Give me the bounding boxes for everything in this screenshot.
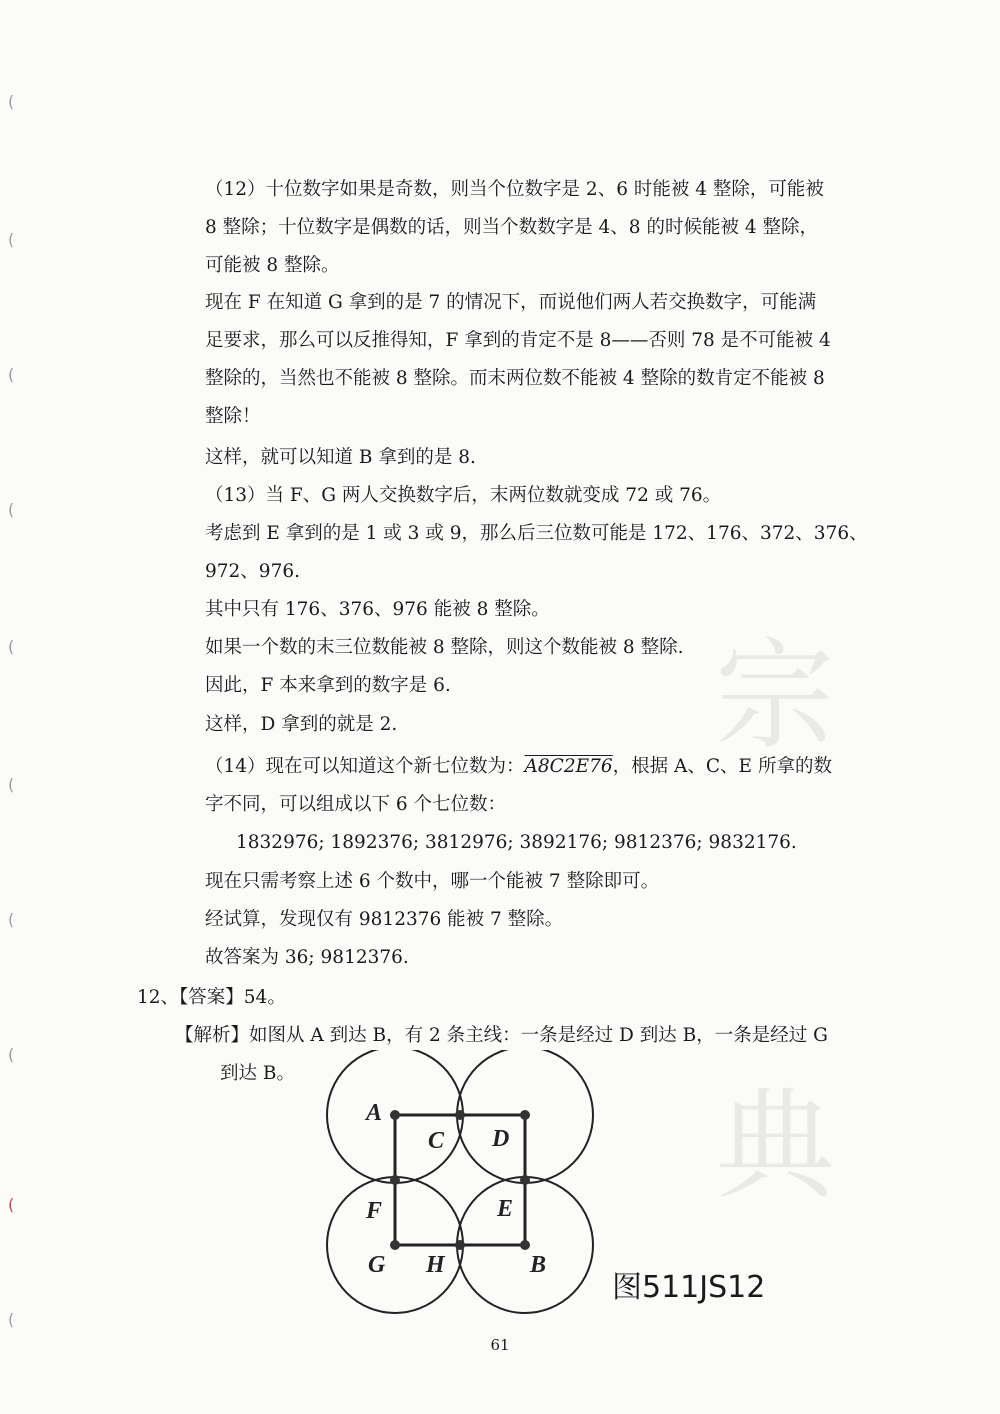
label-B: B — [530, 1252, 547, 1278]
binder-hole: ( — [8, 637, 15, 656]
text-line: 整除的，当然也不能被 8 整除。而末两位数不能被 4 整除的数肯定不能被 8 — [205, 368, 825, 389]
page-number: 61 — [490, 1336, 510, 1354]
label-C: C — [428, 1128, 445, 1154]
text-line: 因此，F 本来拿到的数字是 6. — [205, 675, 451, 696]
answer-heading: 12、【答案】54。 — [137, 987, 286, 1008]
node-D — [520, 1110, 530, 1120]
binder-hole: ( — [8, 230, 15, 249]
text-line: 【解析】如图从 A 到达 B，有 2 条主线：一条是经过 D 到达 B，一条是经过 G — [175, 1025, 828, 1046]
figure-caption: 图511JS12 — [612, 1270, 766, 1305]
node-B — [520, 1240, 530, 1250]
text-line: 可能被 8 整除。 — [205, 255, 340, 276]
circle-grid-figure — [320, 1050, 600, 1320]
watermark-char: 典 — [715, 1077, 835, 1216]
node-F — [390, 1175, 400, 1185]
binder-hole: ( — [8, 500, 15, 519]
text-line: 整除！ — [205, 406, 261, 427]
node-C — [455, 1110, 465, 1120]
label-A: A — [366, 1100, 383, 1126]
node-A — [390, 1110, 400, 1120]
node-G — [390, 1240, 400, 1250]
text-line: 考虑到 E 拿到的是 1 或 3 或 9，那么后三位数可能是 172、176、372、376、 — [205, 523, 868, 544]
text-line: 1832976; 1892376; 3812976; 3892176; 9812376; 9832176. — [236, 832, 797, 853]
text-line: 到达 B。 — [220, 1063, 295, 1084]
label-E: E — [497, 1196, 514, 1222]
text-line: （14）现在可以知道这个新七位数为：A8C2E76，根据 A、C、E 所拿的数 — [205, 756, 832, 777]
label-F: F — [366, 1198, 383, 1224]
label-G: G — [368, 1252, 386, 1278]
text-line: 其中只有 176、376、976 能被 8 整除。 — [205, 599, 550, 620]
binder-hole: ( — [8, 910, 15, 929]
text-line: 972、976. — [205, 561, 301, 582]
binder-hole: ( — [8, 775, 15, 794]
text-line: 这样，D 拿到的就是 2. — [205, 714, 398, 735]
text-line: （13）当 F、G 两人交换数字后，末两位数就变成 72 或 76。 — [205, 485, 722, 506]
text-line: 8 整除；十位数字是偶数的话，则当个数数字是 4、8 的时候能被 4 整除， — [205, 217, 818, 238]
text-line: 如果一个数的末三位数能被 8 整除，则这个数能被 8 整除. — [205, 637, 684, 658]
binder-hole: ( — [8, 365, 15, 384]
text-line: 现在只需考察上述 6 个数中，哪一个能被 7 整除即可。 — [205, 871, 660, 892]
text-line: 字不同，可以组成以下 6 个七位数： — [205, 794, 507, 815]
node-H — [455, 1240, 465, 1250]
binder-hole: ( — [8, 1310, 15, 1329]
text-line: 故答案为 36; 9812376. — [205, 947, 409, 968]
text-line: 现在 F 在知道 G 拿到的是 7 的情况下，而说他们两人若交换数字，可能满 — [205, 292, 817, 313]
label-D: D — [492, 1126, 510, 1152]
text-line: 这样，就可以知道 B 拿到的是 8. — [205, 447, 476, 468]
label-H: H — [426, 1252, 445, 1278]
node-E — [520, 1175, 530, 1185]
binder-hole: ( — [8, 92, 15, 111]
text-line: （12）十位数字如果是奇数，则当个位数字是 2、6 时能被 4 整除，可能被 — [205, 179, 824, 200]
binder-hole: ( — [8, 1195, 15, 1214]
binder-hole: ( — [8, 1045, 15, 1064]
watermark-char: 宗 — [715, 627, 835, 766]
overlined-number: A8C2E76 — [524, 756, 613, 777]
text-line: 经试算，发现仅有 9812376 能被 7 整除。 — [205, 909, 564, 930]
text-line: 足要求，那么可以反推得知，F 拿到的肯定不是 8——否则 78 是不可能被 4 — [205, 330, 831, 351]
